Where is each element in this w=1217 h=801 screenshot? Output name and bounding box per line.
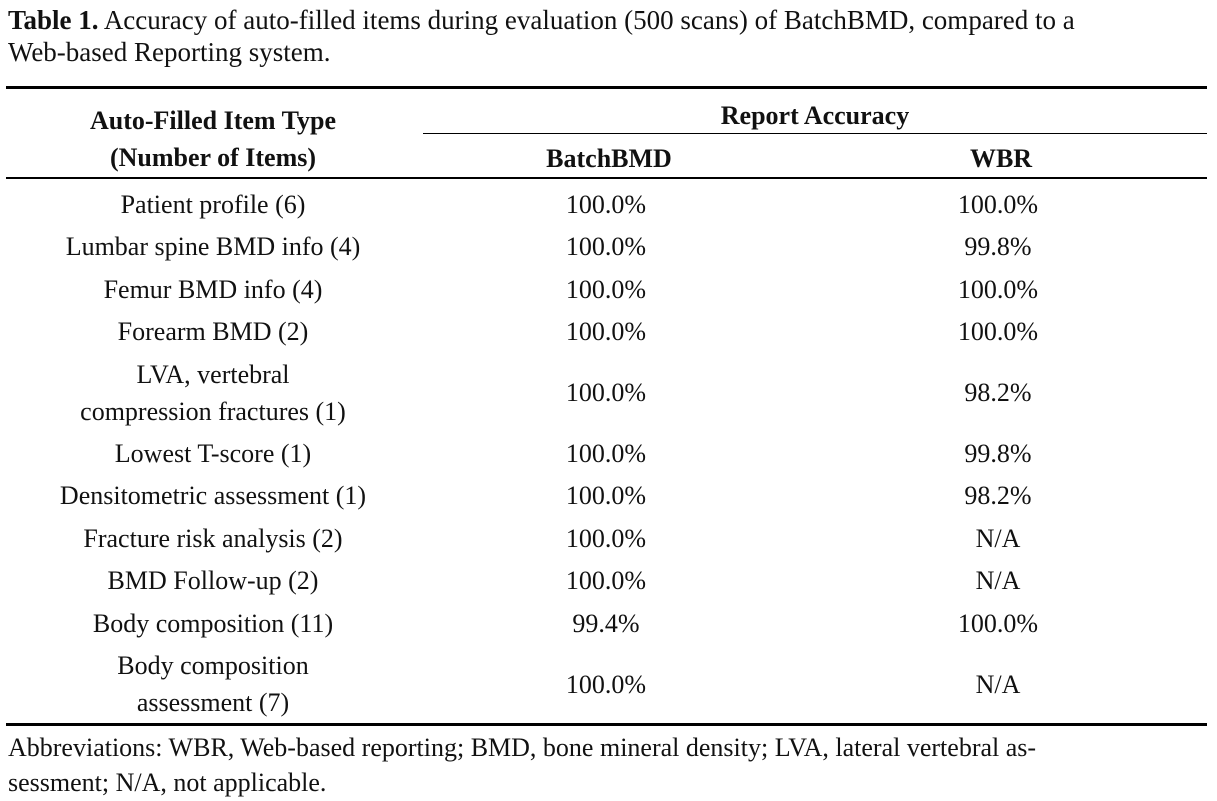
table-row [6, 353, 1207, 432]
header-item-type [6, 102, 420, 176]
cell-batchbmd: 100.0% [565, 669, 647, 699]
cell-item-text: assessment (7) [136, 688, 290, 717]
cell-batchbmd: 100.0% [565, 189, 647, 219]
footnote-line-1: Abbreviations: WBR, Web-based reporting; BMD, bone mineral density; LVA, lateral vertebral as- [8, 733, 1037, 762]
cell-batchbmd: 100.0% [565, 232, 647, 262]
table-row [6, 226, 1207, 269]
cell-item-type [6, 271, 420, 308]
cell-item-type [6, 477, 420, 514]
table-row [6, 645, 1207, 724]
cell-wbr: 100.0% [957, 189, 1039, 219]
cell-item-type [6, 520, 420, 557]
cell-batchbmd: 100.0% [565, 481, 647, 511]
cell-item-text: LVA, vertebral [136, 359, 290, 389]
cell-wbr: 99.8% [964, 438, 1032, 468]
footnote-line-2: sessment; N/A, not applicable. [8, 768, 327, 797]
cell-item-text: Body composition [117, 651, 309, 680]
cell-item-type [6, 356, 420, 430]
header-batchbmd: BatchBMD [546, 144, 672, 173]
cell-item-text: Lowest T-score (1) [114, 438, 312, 468]
cell-item-type [6, 435, 420, 472]
cell-item-text: BMD Follow-up (2) [107, 566, 319, 596]
cell-item-text: Forearm BMD (2) [117, 317, 309, 347]
cell-batchbmd: 100.0% [565, 317, 647, 347]
cell-batchbmd: 100.0% [565, 274, 647, 304]
cell-item-type [6, 228, 420, 265]
caption-line-2: Web-based Reporting system. [8, 37, 331, 67]
cell-wbr: 100.0% [957, 274, 1039, 304]
table-body [6, 183, 1207, 724]
table-header-rule [6, 177, 1207, 179]
cell-item-text: Femur BMD info (4) [103, 274, 323, 304]
header-item-line-2: (Number of Items) [109, 143, 317, 172]
header-wbr: WBR [969, 144, 1033, 173]
cell-batchbmd: 99.4% [572, 608, 640, 638]
cell-batchbmd: 100.0% [565, 566, 647, 596]
cell-item-text: Body composition (11) [92, 608, 334, 638]
cell-batchbmd: 100.0% [565, 378, 647, 407]
cell-wbr: N/A [975, 523, 1021, 553]
cell-batchbmd: 100.0% [565, 523, 647, 553]
cell-item-text: Densitometric assessment (1) [59, 481, 367, 511]
table-row [6, 475, 1207, 518]
table-row [6, 183, 1207, 226]
cell-wbr: 98.2% [964, 378, 1032, 407]
cell-item-type [6, 647, 420, 721]
cell-wbr: N/A [975, 669, 1021, 699]
cell-item-type [6, 562, 420, 599]
cell-item-text: Lumbar spine BMD info (4) [65, 232, 361, 262]
cell-wbr: 100.0% [957, 608, 1039, 638]
cell-item-text: Patient profile (6) [120, 189, 306, 219]
cell-wbr: 99.8% [964, 232, 1032, 262]
header-report-accuracy: Report Accuracy [720, 101, 910, 130]
cell-item-type [6, 313, 420, 350]
header-item-line-1: Auto-Filled Item Type [89, 106, 337, 135]
cell-wbr: N/A [975, 566, 1021, 596]
cell-batchbmd: 100.0% [565, 438, 647, 468]
cell-wbr: 98.2% [964, 481, 1032, 511]
table-row [6, 311, 1207, 354]
table-bottom-rule [6, 723, 1207, 726]
table-row [6, 432, 1207, 475]
cell-item-text: Fracture risk analysis (2) [83, 523, 343, 553]
table-footnote [8, 730, 1208, 800]
caption-line-1 [8, 4, 1213, 36]
caption-label: Table 1. [8, 5, 99, 35]
cell-wbr: 100.0% [957, 317, 1039, 347]
caption-text: Accuracy of auto-filled items during evaluation (500 scans) of BatchBMD, compared to a [103, 5, 1075, 35]
table-row [6, 268, 1207, 311]
table-row [6, 602, 1207, 645]
header-group-rule [423, 133, 1207, 134]
table-top-rule [6, 86, 1207, 89]
table-row [6, 517, 1207, 560]
cell-item-text: compression fractures (1) [80, 396, 346, 426]
cell-item-type [6, 605, 420, 642]
table-caption [8, 4, 1213, 68]
table-row [6, 560, 1207, 603]
cell-item-type [6, 186, 420, 223]
